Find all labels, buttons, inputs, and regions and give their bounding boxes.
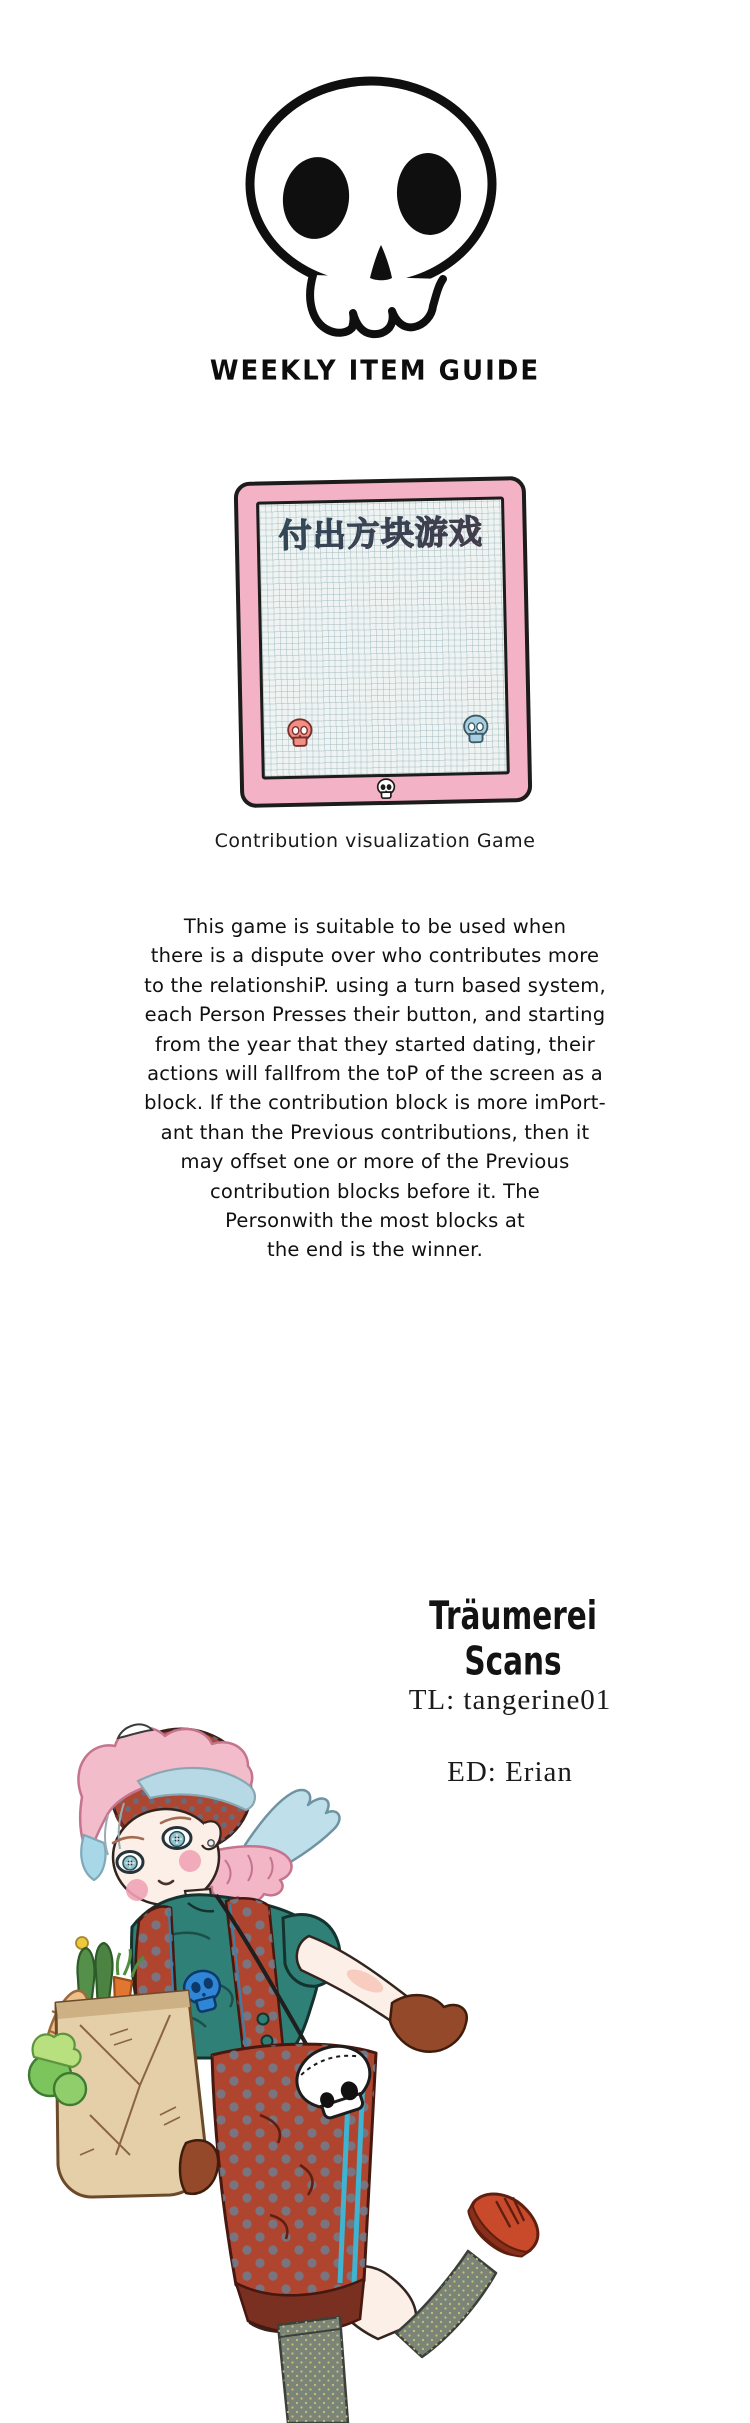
translator-credit: TL: tangerine01 bbox=[408, 1684, 612, 1716]
description-line: block. If the contribution block is more imPort- bbox=[144, 1091, 606, 1115]
blue-skull-icon bbox=[462, 714, 491, 747]
game-description bbox=[95, 912, 655, 1265]
description-line: to the relationshiP. using a turn based system, bbox=[144, 973, 606, 997]
editor-credit: ED: Erian bbox=[447, 1756, 573, 1788]
description-line: contribution blocks before it. The bbox=[210, 1179, 540, 1203]
description-line: the end is the winner. bbox=[266, 1238, 483, 1262]
right-eye bbox=[163, 1828, 191, 1849]
glove bbox=[390, 1995, 467, 2052]
description-line: may offset one or more of the Previous bbox=[180, 1150, 570, 1174]
girl-with-grocery-bag-illustration bbox=[20, 1685, 640, 2423]
description-line: from the year that they started dating, their bbox=[155, 1032, 595, 1056]
skull-icon bbox=[240, 72, 502, 340]
page-title: WEEKLY ITEM GUIDE bbox=[209, 355, 541, 387]
description-line: each Person Presses their button, and starting bbox=[144, 1003, 606, 1027]
left-eye bbox=[117, 1852, 143, 1873]
description-line: This game is suitable to be used when bbox=[183, 915, 567, 938]
description-line: ant than the Previous contributions, then it bbox=[160, 1120, 590, 1144]
tablet-screen bbox=[256, 496, 510, 779]
contribution-game-tablet bbox=[234, 476, 533, 808]
scan-group-name: Träumerei Scans bbox=[429, 1594, 597, 1685]
small-skull-icon bbox=[376, 778, 396, 801]
pink-skull-icon bbox=[286, 717, 315, 750]
description-line: actions will fallfrom the toP of the screen as a bbox=[147, 1062, 603, 1086]
description-line: Personwith the most blocks at bbox=[225, 1209, 525, 1233]
glove-left bbox=[180, 2140, 218, 2194]
tablet-screen-title: 付出方块游戏 bbox=[259, 505, 502, 557]
description-line: there is a dispute over who contributes more bbox=[150, 944, 600, 968]
tablet-caption: Contribution visualization Game bbox=[214, 830, 536, 852]
